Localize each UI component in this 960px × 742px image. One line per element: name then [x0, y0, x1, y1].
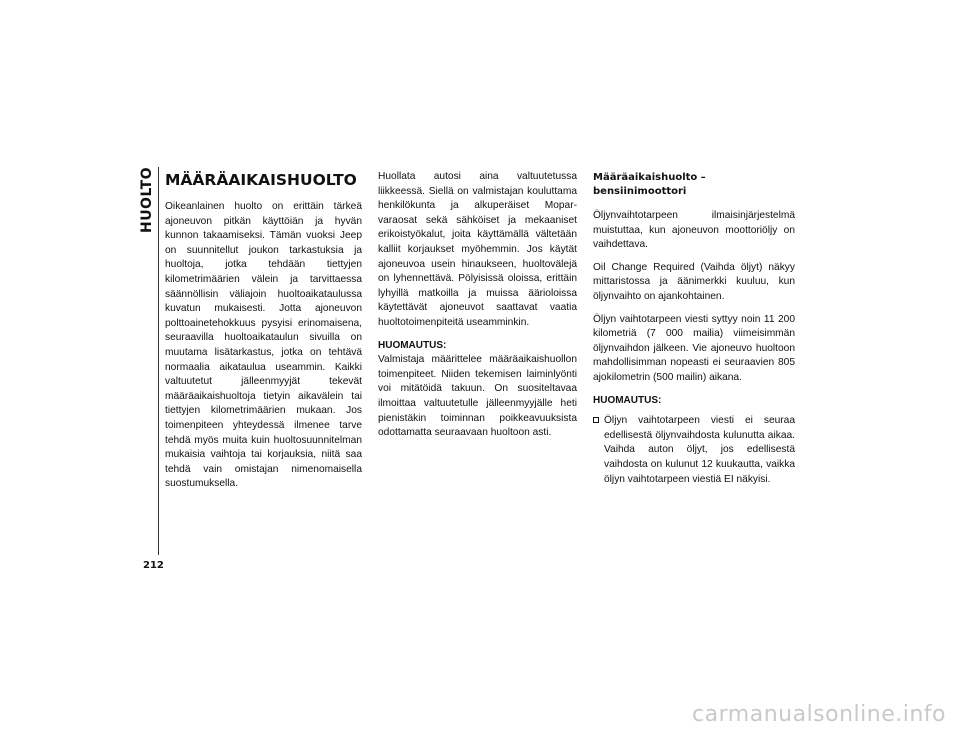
- column-1: [165, 170, 362, 500]
- section-tab: [139, 168, 155, 232]
- column-2: [378, 170, 577, 449]
- section-divider: [158, 167, 159, 555]
- section-tab-label: HUOLTO: [139, 166, 156, 234]
- oil-change-required-paragraph: Oil Change Required (Vaihda öljyt) näkyy mittaristossa ja äänimerkki kuuluu, kun öljynvaihto on ajankohtainen.: [593, 261, 795, 302]
- page-number: 212: [143, 560, 164, 571]
- note-text: Valmistaja määrittelee määräaikaishuollon toimenpiteet. Niiden tekemisen laiminlyönti voi mitätöidä takuun. On suositeltavaa ilmoittaa valtuutetulle jälleenmyyjälle heti pienistäkin toiminnan poikkeavuuksista odottamatta seuraavaan huoltoon asti.: [378, 354, 577, 439]
- intro-paragraph: Oikeanlainen huolto on erittäin tärkeä ajoneuvon pitkän käyttöiän ja hyvän kunnon takaamiseksi. Tämän vuoksi Jeep on suunnitellut joukon tarkastuksia ja huoltoja, jotka tehdään tiettyjen kilometrimäärien välein ja tarvittaessa säännöllisin väliajoin huoltoaikataulussa kuvatun mukaisesti. Jotta ajoneuvon polttoainetehokkuus pysyisi erinomaisena, seuraavilla huoltoaikataulun sivuilla on muutama lisätarkastus, jotka on tehtävä normaalia aikataulua useammin. Kaikki valtuutetut jälleenmyyjät tekevät määräaikaishuoltoja tietyin aikavälein tai tiettyjen kilometrimäärien mukaan. Jos toimenpiteen yhteydessä ilmenee tarve tehdä myös muita kuin huoltosuunnitelman mukaisia vaihtoja tai korjauksia, niitä saa tehdä vain omistajan nimenomaisella suostumuksella.: [165, 201, 362, 490]
- section-subtitle: Määräaikaishuolto – bensiinimoottori: [593, 172, 706, 197]
- note-label-2: HUOMAUTUS:: [593, 394, 662, 406]
- page-title: MÄÄRÄAIKAISHUOLTO: [165, 171, 357, 189]
- checkbox-bullet-icon: [593, 417, 599, 423]
- oil-interval-paragraph: Öljyn vaihtotarpeen viesti syttyy noin 11 200 kilometriä (7 000 mailia) viimeisimmän öljynvaihdon jälkeen. Vie ajoneuvo huoltoon mahdollisimman nopeasti ei seuraavien 805 ajokilometrin (500 mailin) aikana.: [593, 313, 795, 383]
- note-bullet: [593, 414, 795, 487]
- watermark: carmanualsonline.info: [692, 702, 946, 727]
- note-label: HUOMAUTUS:: [378, 339, 447, 351]
- note-bullet-text: Öljyn vaihtotarpeen viesti ei seuraa edellisestä öljynvaihdosta kulunutta aikaa. Vaihda auton öljyt, jos edellisestä vaihdosta on kulunut 12 kuukautta, vaikka öljyn vaihtotarpeen viestiä EI näkyisi.: [604, 415, 795, 485]
- column-3: [593, 170, 795, 487]
- oil-indicator-paragraph: Öljynvaihtotarpeen ilmaisinjärjestelmä muistuttaa, kun ajoneuvon moottoriöljy on vaihdettava.: [593, 210, 795, 251]
- dealer-paragraph: Huollata autosi aina valtuutetussa liikkeessä. Siellä on valmistajan kouluttama henkilökunta ja alkuperäiset Mopar-varaosat sekä sähköiset ja mekaaniset erikoistyökalut, joita käyttämällä vältetään kalliit korjaukset myöhemmin. Jos käytät ajoneuvoa usein hinaukseen, huoltovälejä on lyhennettävä. Pölyisissä oloissa, erittäin lyhyillä matkoilla ja muissa äärioloissa käytettävät ajoneuvot saattavat vaatia huoltotoimenpiteitä useamminkin.: [378, 171, 577, 328]
